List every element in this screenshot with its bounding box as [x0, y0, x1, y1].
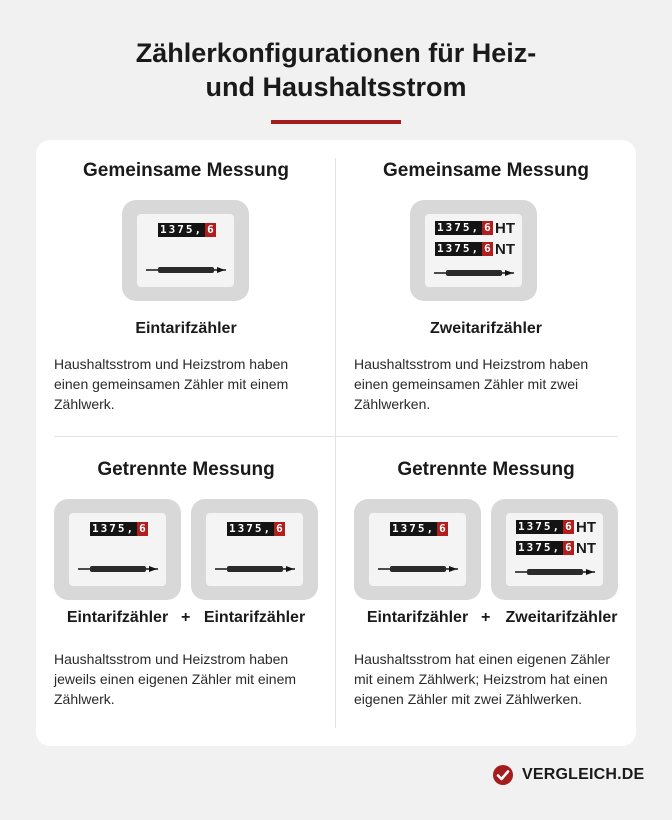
- counter-digits: 1375,: [92, 522, 136, 535]
- meter-face: [369, 513, 466, 586]
- tariff-label-nt: NT: [495, 241, 515, 258]
- dual-tariff-meter-heating: [491, 499, 618, 600]
- meter-face: [137, 214, 234, 287]
- counter-decimal: 6: [565, 541, 572, 554]
- plus-sign: +: [181, 609, 191, 626]
- meter-label-heating: Zweitarifzähler: [505, 609, 618, 626]
- brand-name: VERGLEICH.DE: [522, 766, 645, 783]
- cable-icon: [377, 564, 459, 574]
- meter-label-single: Eintarifzähler: [135, 320, 237, 337]
- meter-counter: [390, 522, 448, 536]
- heading-shared-single: Gemeinsame Messung: [83, 160, 289, 181]
- meter-face: [69, 513, 166, 586]
- meter-counter-nt: [516, 541, 574, 555]
- meter-counter-nt: [435, 242, 493, 256]
- meter-counter: [227, 522, 285, 536]
- counter-digits: 1375,: [518, 541, 562, 554]
- meter-counter-ht: [516, 520, 574, 534]
- tariff-label-nt: NT: [576, 540, 596, 557]
- meter-counter: [90, 522, 148, 536]
- counter-digits: 1375,: [229, 522, 273, 535]
- heading-shared-dual: Gemeinsame Messung: [383, 160, 589, 181]
- brand-logo[interactable]: [492, 764, 644, 786]
- meter-counter: [158, 223, 216, 237]
- checkmark-circle-icon: [492, 764, 514, 786]
- counter-decimal: 6: [484, 242, 491, 255]
- counter-decimal: 6: [139, 522, 146, 535]
- counter-digits: 1375,: [437, 242, 481, 255]
- meter-label-heating: Eintarifzähler: [203, 609, 306, 626]
- cable-icon: [214, 564, 296, 574]
- meter-counter-ht: [435, 221, 493, 235]
- page-title-line-2: und Haushaltsstrom: [205, 72, 467, 102]
- single-tariff-meter-household: [54, 499, 181, 600]
- single-tariff-meter-heating: [191, 499, 318, 600]
- comparison-card: [36, 140, 636, 746]
- counter-digits: 1375,: [437, 221, 481, 234]
- counter-decimal: 6: [565, 520, 572, 533]
- description-shared-dual: Haushaltsstrom und Heizstrom haben einen gemeinsamen Zähler mit zwei Zählwerken.: [354, 356, 589, 412]
- counter-decimal: 6: [439, 522, 446, 535]
- dual-tariff-meter: [410, 200, 537, 301]
- page-title: [0, 36, 672, 104]
- meter-face: [506, 513, 603, 586]
- counter-decimal: 6: [276, 522, 283, 535]
- counter-decimal: 6: [207, 223, 214, 236]
- page-title-line-1: Zählerkonfigurationen für Heiz-: [135, 38, 537, 68]
- tariff-label-ht: HT: [576, 519, 596, 536]
- cable-icon: [433, 268, 515, 278]
- horizontal-divider: [54, 436, 618, 437]
- cable-icon: [514, 567, 596, 577]
- meter-face: [425, 214, 522, 287]
- description-shared-single: Haushaltsstrom und Heizstrom haben einen gemeinsamen Zähler mit einem Zählwerk.: [54, 356, 289, 412]
- meter-face: [206, 513, 303, 586]
- description-separate-single: Haushaltsstrom und Heizstrom haben jeweils einen eigenen Zähler mit einem Zählwerk.: [54, 651, 297, 707]
- cable-icon: [77, 564, 159, 574]
- counter-decimal: 6: [484, 221, 491, 234]
- meter-label-household: Eintarifzähler: [66, 609, 169, 626]
- description-separate-dual: Haushaltsstrom hat einen eigenen Zähler mit einem Zählwerk; Heizstrom hat einen eigenen Zähler mit zwei Zählwerken.: [354, 651, 611, 707]
- heading-separate-single: Getrennte Messung: [97, 459, 275, 480]
- vertical-divider: [335, 158, 336, 728]
- heading-separate-dual: Getrennte Messung: [397, 459, 575, 480]
- meter-label-household: Eintarifzähler: [366, 609, 469, 626]
- single-tariff-meter: [122, 200, 249, 301]
- meter-label-dual: Zweitarifzähler: [429, 320, 543, 337]
- counter-digits: 1375,: [392, 522, 436, 535]
- tariff-label-ht: HT: [495, 220, 515, 237]
- counter-digits: 1375,: [160, 223, 204, 236]
- counter-digits: 1375,: [518, 520, 562, 533]
- cable-icon: [145, 265, 227, 275]
- title-underline: [271, 120, 401, 124]
- single-tariff-meter-household: [354, 499, 481, 600]
- plus-sign: +: [481, 609, 491, 626]
